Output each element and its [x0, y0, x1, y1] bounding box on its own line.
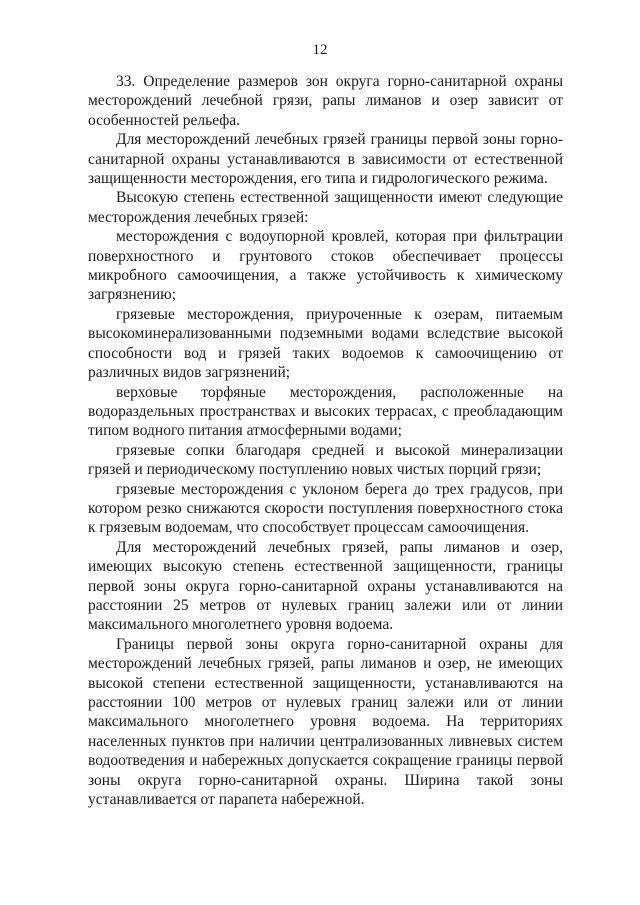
paragraph-first-zone-boundaries: Для месторождений лечебных грязей границы первой зоны горно-санитарной охраны устанавливаются в зависимости от естественной защищенности месторождения, его типа и гидрологического режима. [88, 131, 563, 188]
paragraph-peat-deposits: верховые торфяные месторождения, расположенные на водораздельных пространствах и высоких террасах, с преобладающим типом водного питания атмосферными водами; [88, 383, 563, 440]
paragraph-100-meters: Границы первой зоны округа горно-санитарной охраны для месторождений лечебных грязей, рапы лиманов и озер, не имеющих высокой степени естественной защищенности, устанавливаются на расстоянии 100 метров от нулевых границ залежи или от линии максимального многолетнего уровня водоема. На территориях населенных пунктов при наличии централизованных ливневых систем водоотведения и набережных допускается сокращение границы первой зоны округа горно-санитарной охраны. Ширина такой зоны устанавливается от парапета набережной. [88, 635, 563, 809]
paragraph-33-intro: 33. Определение размеров зон округа горно-санитарной охраны месторождений лечебной грязи, рапы лиманов и озер зависит от особенностей рельефа. [88, 73, 563, 129]
paragraph-shore-slope: грязевые месторождения с уклоном берега до трех градусов, при котором резко снижаются скорости поступления поверхностного стока к грязевым водоемам, что способствует процессам самоочищения. [88, 480, 563, 537]
paragraph-aquiclude-roof: месторождения с водоупорной кровлей, которая при фильтрации поверхностного и грунтового стоков обеспечивает процессы микробного самоочищения, а также устойчивость к химическому загрязнению; [88, 228, 563, 304]
page-number: 12 [312, 42, 328, 58]
paragraph-mud-volcanoes: грязевые сопки благодаря средней и высокой минерализации грязей и периодическому поступлению новых чистых порций грязи; [88, 441, 563, 479]
document-body [88, 72, 563, 809]
paragraph-lake-deposits: грязевые месторождения, приуроченные к озерам, питаемым высокоминерализованными подземными водами вследствие высокой способности вод и грязей таких водоемов к самоочищению от различных видов загрязнений; [88, 305, 563, 382]
paragraph-25-meters: Для месторождений лечебных грязей, рапы лиманов и озер, имеющих высокую степень естественной защищенности, границы первой зоны округа горно-санитарной охраны устанавливаются на расстоянии 25 метров от нулевых границ залежи или от линии максимального многолетнего уровня водоема. [88, 538, 563, 634]
paragraph-high-protection-intro: Высокую степень естественной защищенности имеют следующие месторождения лечебных грязей: [88, 189, 563, 226]
